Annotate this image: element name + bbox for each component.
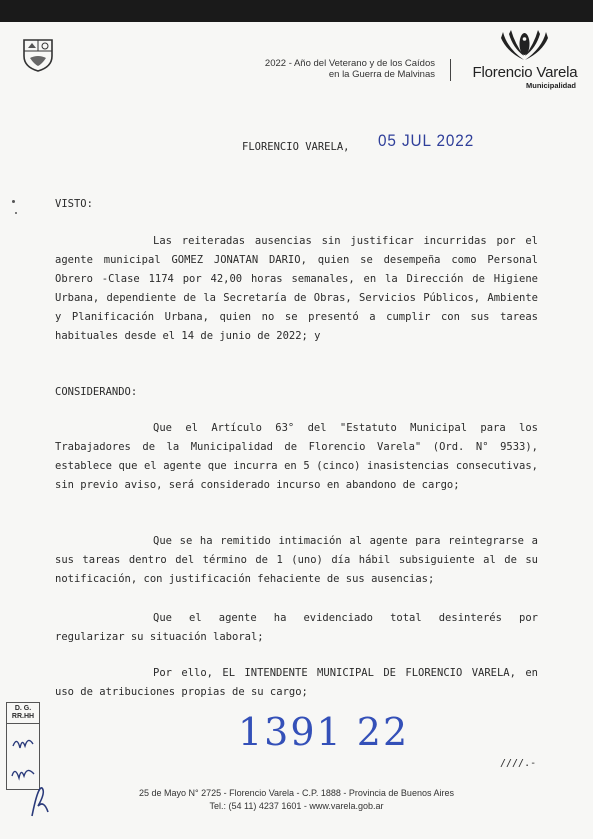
visto-paragraph: Las reiteradas ausencias sin justificar incurridas por el agente municipal GOMEZ JONATAN DARIO, quien se desempeña como Personal Obrero -Clase 1174 por 42,00 horas semanales, en la Dirección de Higiene Urbana, dependiente de la Secretaría de Obras, Servicios Públicos, Ambiente y Planificación Urbana, quien no se presentó a cumplir con sus tareas habituales desde el 14 de junio de 2022; y	[55, 235, 538, 342]
slogan-line-1: 2022 - Año del Veterano y de los Caídos	[264, 58, 435, 69]
document-city: FLORENCIO VARELA,	[242, 141, 350, 153]
hr-stamp-line-2: RR.HH	[11, 713, 35, 720]
considerando-paragraph-2: Que se ha remitido intimación al agente para reintegrarse a sus tareas dentro del término de 1 (uno) día hábil subsiguiente al de su notificación, con justificación fehaciente de sus ausencias;	[55, 535, 538, 585]
letterhead-slogan	[230, 58, 435, 80]
logo-subtitle: Municipalidad	[525, 81, 576, 90]
punch-mark	[12, 200, 15, 203]
hr-stamp-line-1: D. G.	[14, 705, 32, 712]
por-ello-paragraph: Por ello, EL INTENDENTE MUNICIPAL DE FLORENCIO VARELA, en uso de atribuciones propias de su cargo;	[55, 667, 538, 698]
logo-name: Florencio Varela	[472, 64, 578, 81]
footer-address: 25 de Mayo N° 2725 - Florencio Varela - C.P. 1888 - Provincia de Buenos Aires	[139, 788, 454, 798]
hr-stamp-label	[7, 703, 39, 724]
coat-of-arms-icon	[22, 36, 54, 72]
handwritten-initials-icon	[7, 724, 39, 790]
hr-stamp-box	[6, 702, 40, 790]
slogan-line-2: en la Guerra de Malvinas	[328, 69, 435, 80]
punch-mark	[15, 212, 17, 214]
visto-heading: VISTO:	[55, 198, 93, 210]
considerando-paragraph-3: Que el agente ha evidenciado total desinterés por regularizar su situación laboral;	[55, 612, 538, 643]
top-scan-bar	[0, 0, 593, 22]
letterhead-divider	[450, 59, 451, 81]
considerando-paragraph-1: Que el Artículo 63° del "Estatuto Municipal para los Trabajadores de la Municipalidad de Florencio Varela" (Ord. N° 9533), establece que el agente que incurra en 5 (cinco) inasistencias consecutivas, sin previo aviso, será considerado incurso en abandono de cargo;	[55, 422, 538, 491]
flower-logo-icon	[497, 30, 552, 62]
date-stamp: 05 JUL 2022	[378, 131, 475, 150]
footer-contact: Tel.: (54 11) 4237 1601 - www.varela.gob.ar	[209, 801, 384, 811]
considerando-heading: CONSIDERANDO:	[55, 386, 138, 398]
resolution-number-stamp: 1391 22	[238, 710, 410, 754]
municipality-logo	[470, 30, 580, 90]
continuation-mark: ////.-	[500, 758, 537, 769]
